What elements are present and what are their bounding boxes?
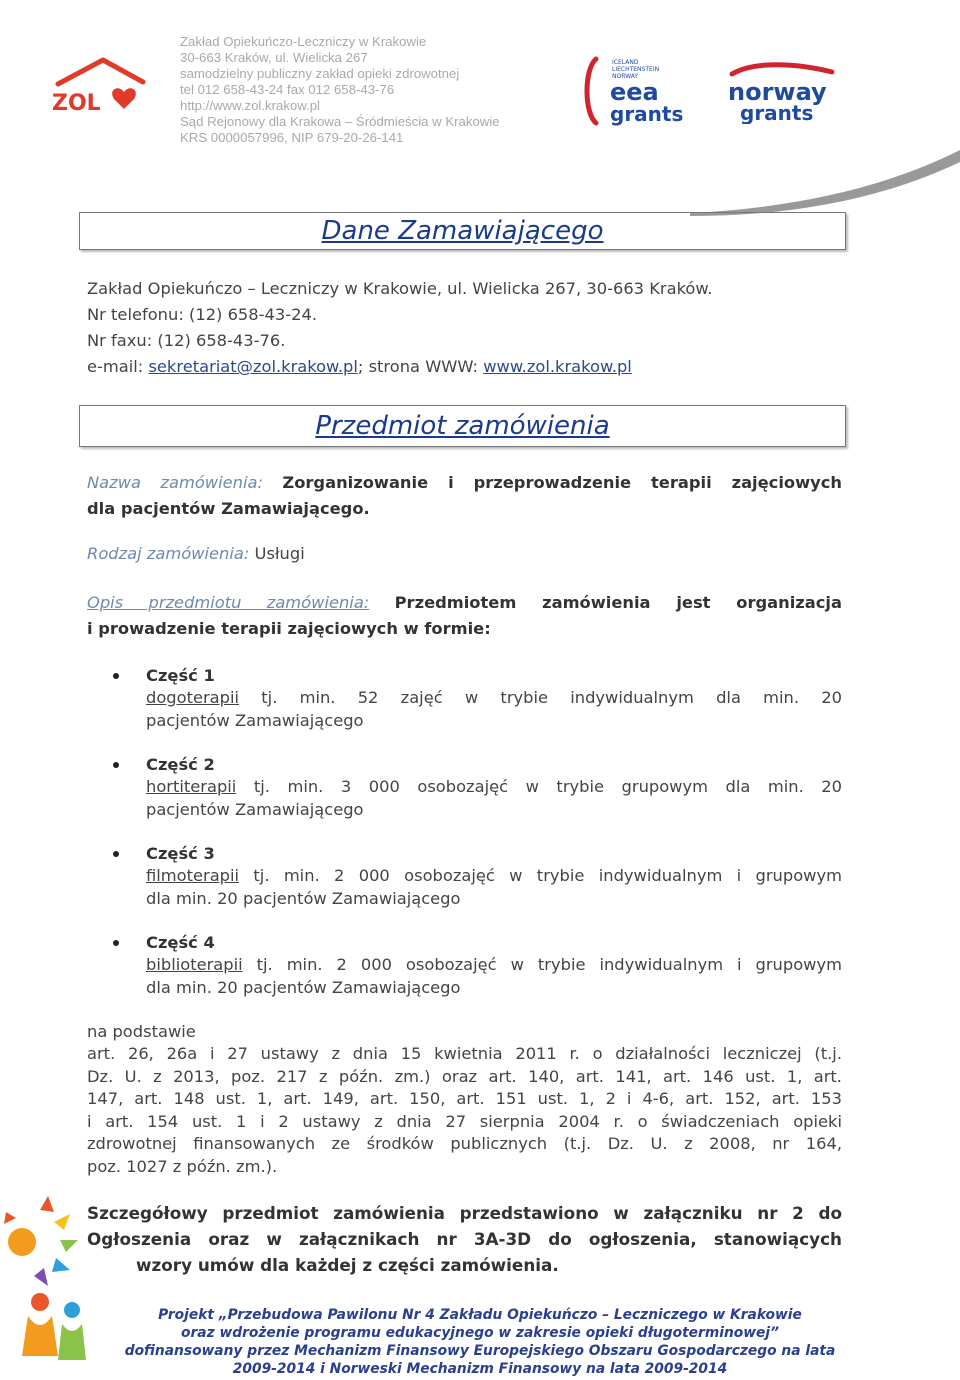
basis-line: art. 26, 26a i 27 ustawy z dnia 15 kwietnia 2011 r. o działalności leczniczej (t.j. bbox=[87, 1044, 842, 1063]
org-info bbox=[180, 34, 500, 146]
part-description-cont: dla min. 20 pacjentów Zamawiającego bbox=[146, 978, 461, 997]
eea-country: NORWAY bbox=[612, 73, 639, 80]
part-title: Część 4 bbox=[146, 933, 215, 952]
basis-line: zdrowotnej finansowanych ze środków publicznych (t.j. Dz. U. z 2008, nr 164, bbox=[87, 1134, 842, 1153]
org-line: http://www.zol.krakow.pl bbox=[180, 98, 320, 113]
www-link[interactable]: www.zol.krakow.pl bbox=[483, 357, 632, 376]
part-description-cont: pacjentów Zamawiającego bbox=[146, 800, 364, 819]
part-detail: tj. min. 52 zajęć w trybie indywidualnym dla min. 20 bbox=[261, 688, 842, 707]
norway-word: norway bbox=[728, 78, 827, 106]
section-title-contractor: Dane Zamawiającego bbox=[79, 212, 846, 250]
order-desc-label: Opis przedmiotu zamówienia: bbox=[87, 593, 370, 612]
footer-line: oraz wdrożenie programu edukacyjnego w zakresie opieki długoterminowej” bbox=[181, 1325, 779, 1341]
details-paragraph: Ogłoszenia oraz w załącznikach nr 3A-3D do ogłoszenia, stanowiących bbox=[87, 1229, 842, 1249]
www-label: ; strona WWW: bbox=[357, 357, 484, 376]
email-link[interactable]: sekretariat@zol.krakow.pl bbox=[148, 357, 358, 376]
order-desc-value-cont: i prowadzenie terapii zajęciowych w formie: bbox=[87, 619, 491, 638]
order-type-value: Usługi bbox=[254, 544, 305, 563]
part-detail: tj. min. 2 000 osobozajęć w trybie indywidualnym i grupowym bbox=[256, 955, 842, 974]
order-name-line bbox=[87, 473, 842, 492]
email-label: e-mail: bbox=[87, 357, 149, 376]
org-line: samodzielny publiczny zakład opieki zdrowotnej bbox=[180, 66, 460, 81]
bullet bbox=[113, 851, 119, 857]
contractor-contact bbox=[87, 357, 632, 376]
zol-logo-text: ZOL bbox=[52, 91, 101, 116]
basis-line: 147, art. 148 ust. 1, art. 149, art. 150, art. 151 ust. 1, 2 i 4-6, art. 152, art. 153 bbox=[87, 1089, 842, 1108]
footer-line: 2009-2014 i Norweski Mechanizm Finansowy na lata 2009-2014 bbox=[232, 1361, 728, 1377]
contractor-fax: Nr faxu: (12) 658-43-76. bbox=[87, 331, 286, 350]
part-description bbox=[146, 955, 842, 974]
order-desc-line bbox=[87, 593, 842, 612]
therapy-name: hortiterapii bbox=[146, 777, 237, 796]
part-title: Część 3 bbox=[146, 844, 215, 863]
zol-logo bbox=[48, 56, 148, 116]
therapy-name: biblioterapii bbox=[146, 955, 243, 974]
footer-line: Projekt „Przebudowa Pawilonu Nr 4 Zakładu Opiekuńczo – Leczniczego w Krakowie bbox=[158, 1307, 802, 1323]
order-name-value-cont: dla pacjentów Zamawiającego. bbox=[87, 499, 370, 518]
order-type-label: Rodzaj zamówienia: bbox=[87, 544, 250, 563]
part-title: Część 1 bbox=[146, 666, 215, 685]
part-title: Część 2 bbox=[146, 755, 215, 774]
part-detail: tj. min. 2 000 osobozajęć w trybie indywidualnym i grupowym bbox=[253, 866, 842, 885]
eea-word: grants bbox=[610, 102, 684, 126]
norway-word: grants bbox=[740, 101, 814, 124]
details-paragraph: wzory umów dla każdej z części zamówienia. bbox=[136, 1255, 559, 1275]
part-description-cont: dla min. 20 pacjentów Zamawiającego bbox=[146, 889, 461, 908]
basis-line: i art. 154 ust. 1 i 2 ustawy z dnia 27 sierpnia 2004 r. o świadczeniach opieki bbox=[87, 1112, 842, 1131]
bullet bbox=[113, 762, 119, 768]
order-desc-value: Przedmiotem zamówienia jest organizacja bbox=[394, 593, 842, 612]
order-name-value: Zorganizowanie i przeprowadzenie terapii zajęciowych bbox=[282, 473, 842, 492]
part-detail: tj. min. 3 000 osobozajęć w trybie grupowym dla min. 20 bbox=[253, 777, 842, 796]
part-description bbox=[146, 688, 842, 707]
eea-grants-logo bbox=[582, 55, 698, 127]
section-title-subject: Przedmiot zamówienia bbox=[79, 405, 846, 447]
part-description-cont: pacjentów Zamawiającego bbox=[146, 711, 364, 730]
basis-label: na podstawie bbox=[87, 1022, 196, 1041]
basis-line: Dz. U. z 2013, poz. 217 z późn. zm.) oraz art. 140, art. 141, art. 146 ust. 1, art. bbox=[87, 1067, 842, 1086]
therapy-name: filmoterapii bbox=[146, 866, 240, 885]
details-paragraph: Szczegółowy przedmiot zamówienia przedstawiono w załączniku nr 2 do bbox=[87, 1203, 842, 1223]
bullet bbox=[113, 940, 119, 946]
org-line: Sąd Rejonowy dla Krakowa – Śródmieścia w Krakowie bbox=[180, 114, 500, 129]
org-line: tel 012 658-43-24 fax 012 658-43-76 bbox=[180, 82, 395, 97]
eea-word: eea bbox=[610, 78, 659, 106]
order-name-label: Nazwa zamówienia: bbox=[87, 473, 263, 492]
basis-line: poz. 1027 z późn. zm.). bbox=[87, 1157, 278, 1176]
org-line: KRS 0000057996, NIP 679-20-26-141 bbox=[180, 130, 404, 145]
contractor-address: Zakład Opiekuńczo – Leczniczy w Krakowie, ul. Wielicka 267, 30-663 Kraków. bbox=[87, 279, 713, 298]
org-line: Zakład Opiekuńczo-Leczniczy w Krakowie bbox=[180, 34, 427, 49]
norway-grants-logo bbox=[722, 62, 842, 124]
part-description bbox=[146, 777, 842, 796]
footer-line: dofinansowany przez Mechanizm Finansowy Europejskiego Obszaru Gospodarczego na lata bbox=[124, 1343, 836, 1359]
contractor-phone: Nr telefonu: (12) 658-43-24. bbox=[87, 305, 318, 324]
eea-country: ICELAND bbox=[612, 59, 639, 66]
bullet bbox=[113, 673, 119, 679]
eea-country: LIECHTENSTEIN bbox=[612, 66, 660, 73]
org-line: 30-663 Kraków, ul. Wielicka 267 bbox=[180, 50, 368, 65]
order-type-line bbox=[87, 544, 305, 563]
part-description bbox=[146, 866, 842, 885]
therapy-name: dogoterapii bbox=[146, 688, 240, 707]
